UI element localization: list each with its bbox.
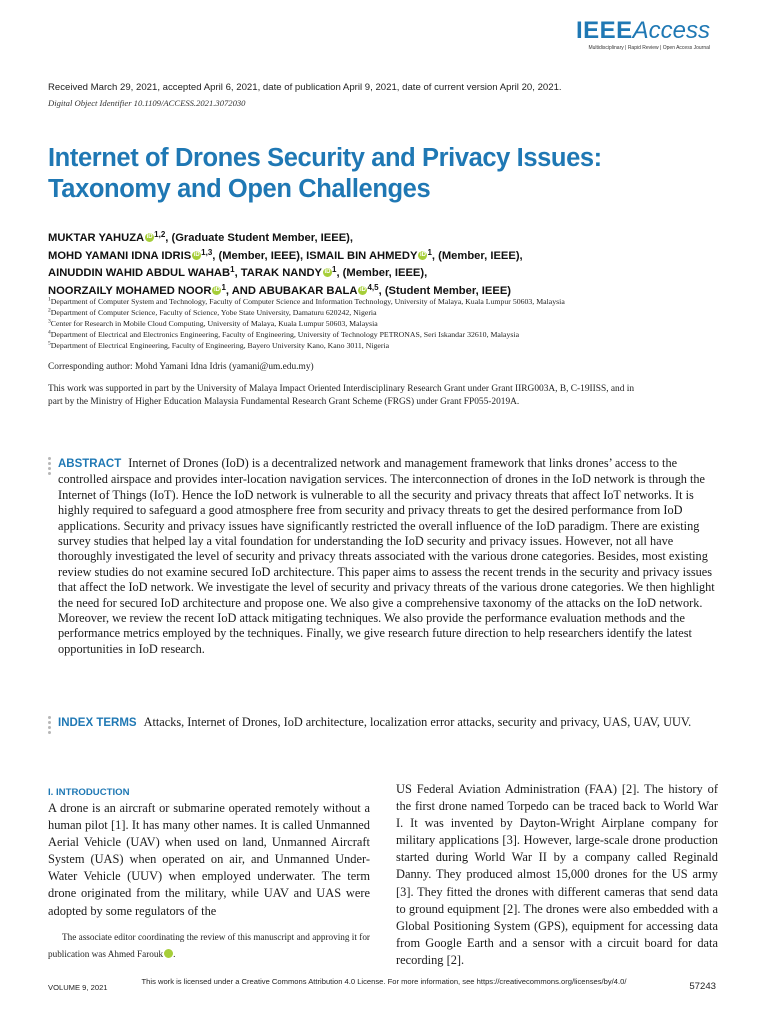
author-name: AINUDDIN WAHID ABDUL WAHAB <box>48 267 231 279</box>
intro-right-column: US Federal Aviation Administration (FAA) [2]. The history of the first drone named Torpedo can be traced back to World War I. It was invented by Dayton-Wright Airplane company for military applications [3]. However, large-scale drone production started during World War II by a company called Reginald Danny. They produced almost 15,000 drones for the US army [3]. They fitted the drones with different cameras that send data to ground equipment [2]. The drones were also embedded with a Global Positioning System (GPS), equipment for accessing data from Google Earth and a sensor with a circuit board for data recording [2]. <box>396 782 718 967</box>
index-terms <box>58 715 728 731</box>
author-list <box>48 230 728 300</box>
paper-title <box>48 143 688 205</box>
author-line-1: MUKTAR YAHUZA iD $^{1,2}$, (Graduate Student Member, IEEE), <box>48 230 353 244</box>
editor-footnote: The associate editor coordinating the review of this manuscript and approving it for publication was Ahmed Farouk iD. <box>48 932 370 959</box>
affiliation-item: $^2$Department of Computer Science, Faculty of Science, Yobe State University, Damaturu 620242, Nigeria <box>48 307 377 317</box>
index-terms-marker-dots <box>48 716 51 736</box>
affiliation-item: $^4$Department of Electrical and Electronics Engineering, Faculty of Engineering, University of Technology PETRONAS, Seri Iskandar 32610, Malaysia <box>48 329 520 339</box>
author-name: ABUBAKAR BALA <box>258 284 358 297</box>
title-line-2: Taxonomy and Open Challenges <box>48 175 431 203</box>
orcid-icon[interactable]: iD <box>164 949 173 958</box>
abstract <box>58 456 728 657</box>
page-number: 57243 <box>689 981 716 992</box>
logo-brand: IEEEAccess <box>575 17 710 44</box>
orcid-icon[interactable]: iD <box>419 251 426 258</box>
ieee-access-logo <box>510 18 710 51</box>
abstract-text: Internet of Drones (IoD) is a decentralized network and management framework that links drones’ access to the controlled airspace and provides inter-location navigation services. The interconnection of drones in the IoD network is through the Internet of Things (IoT). Hence the IoD network is vulnerable to all the security and privacy threats that affect IoT networks. It is highly required to safeguard a good atmosphere free from security and privacy threats to get the desired performance from IoD applications. Security and privacy issues have significantly restricted the overall influence of the IoD paradigm. There are existing survey studies that helped lay a vital foundation for understanding the IoD security and privacy issues. However, not all have thoroughly investigated the level of security and privacy threats associated with the various drone categories. Besides, most existing review studies do not examine secured IoD architecture. This paper aims to assess the recent trends in the security and privacy issues that affect the IoD network. We investigate the level of security and privacy threats of the various drone categories. We then highlight the need for secured IoD architecture and propose one. We also give a comprehensive taxonomy of the attacks on the IoD network. Moreover, we review the recent IoD attack mitigating techniques. We also provide the performance evaluation methods and the performance metrics employed by the techniques. Finally, we give research future direction to help researchers identify the latest opportunities in IoD research. <box>58 456 715 656</box>
author-name: TARAK NANDY <box>240 267 322 279</box>
affiliation-item: $^3$Center for Research in Mobile Cloud Computing, University of Malaya, Kuala Lumpur 50603, Malaysia <box>48 318 378 328</box>
author-line-3: AINUDDIN WAHID ABDUL WAHAB$^1$, TARAK NANDY iD $^1$, (Member, IEEE), <box>48 265 428 279</box>
index-terms-text: Attacks, Internet of Drones, IoD architecture, localization error attacks, security and privacy, UAS, UAV, UUV. <box>143 715 692 729</box>
footer-volume: VOLUME 9, 2021 <box>48 983 108 992</box>
affiliation-item: $^1$Department of Computer System and Technology, Faculty of Computer Science and Information Technology, University of Malaya, Kuala Lumpur 50603, Malaysia <box>48 296 565 306</box>
orcid-icon[interactable]: iD <box>213 286 220 293</box>
affiliations <box>48 296 728 351</box>
orcid-icon[interactable]: iD <box>324 269 331 275</box>
title-line-1: Internet of Drones Security and Privacy Issues: <box>48 144 602 172</box>
doi: Digital Object Identifier 10.1109/ACCESS.2021.3072030 <box>48 98 246 108</box>
author-name: NOORZAILY MOHAMED NOOR <box>48 284 212 297</box>
author-name: ISMAIL BIN AHMEDY <box>306 249 418 262</box>
index-terms-label: INDEX TERMS <box>58 717 137 729</box>
intro-left-column: A drone is an aircraft or submarine operated remotely without a human pilot [1]. It has many other names. It is called Unmanned Aerial Vehicle (UAV) when used on land, Unmanned Aircraft System (UAS) when operated on air, and Unmanned Under-Water Vehicle (UUV) when employed underwater. The term drone originated from the military, while UAV and UAS were adopted by some regulators of the <box>48 801 370 918</box>
affiliation-item: $^5$Department of Electrical Engineering, Faculty of Engineering, Bayero University Kano, Kano 3011, Nigeria <box>48 340 390 350</box>
logo-tagline: Multidisciplinary | Rapid Review | Open Access Journal <box>588 45 710 51</box>
orcid-icon[interactable]: iD <box>193 251 200 258</box>
orcid-icon[interactable]: iD <box>146 234 153 240</box>
footer-license: This work is licensed under a Creative Commons Attribution 4.0 License. For more information, see https://creativecommons.org/licenses/by/4.0/ <box>141 977 627 986</box>
author-line-2: MOHD YAMANI IDNA IDRIS iD $^{1,3}$, (Member, IEEE), ISMAIL BIN AHMEDY iD $^1$, (Member, IEEE), <box>48 247 523 262</box>
received-dates: Received March 29, 2021, accepted April 6, 2021, date of publication April 9, 2021, date of current version April 20, 2021. <box>48 82 562 93</box>
orcid-icon[interactable]: iD <box>359 286 366 293</box>
author-name: MUKTAR YAHUZA <box>48 232 145 244</box>
corresponding-author: Corresponding author: Mohd Yamani Idna Idris (yamani@um.edu.my) <box>48 362 314 372</box>
author-name: MOHD YAMANI IDNA IDRIS <box>48 249 192 262</box>
abstract-marker-dots <box>48 457 51 477</box>
funding-statement: This work was supported in part by the University of Malaya Impact Oriented Interdisciplinary Research Grant under Grant IIRG003A, B, C-19IISS, and in part by the Ministry of Higher Education Malaysia Fundamental Research Grant Scheme (FRGS) under Grant FP055-2019A. <box>48 384 635 408</box>
author-line-4: NOORZAILY MOHAMED NOOR iD $^1$, AND ABUBAKAR BALA iD $^{4,5}$, (Student Member, IEEE) <box>48 282 512 297</box>
abstract-label: ABSTRACT <box>58 458 122 470</box>
section-heading-introduction: I. INTRODUCTION <box>48 787 130 798</box>
